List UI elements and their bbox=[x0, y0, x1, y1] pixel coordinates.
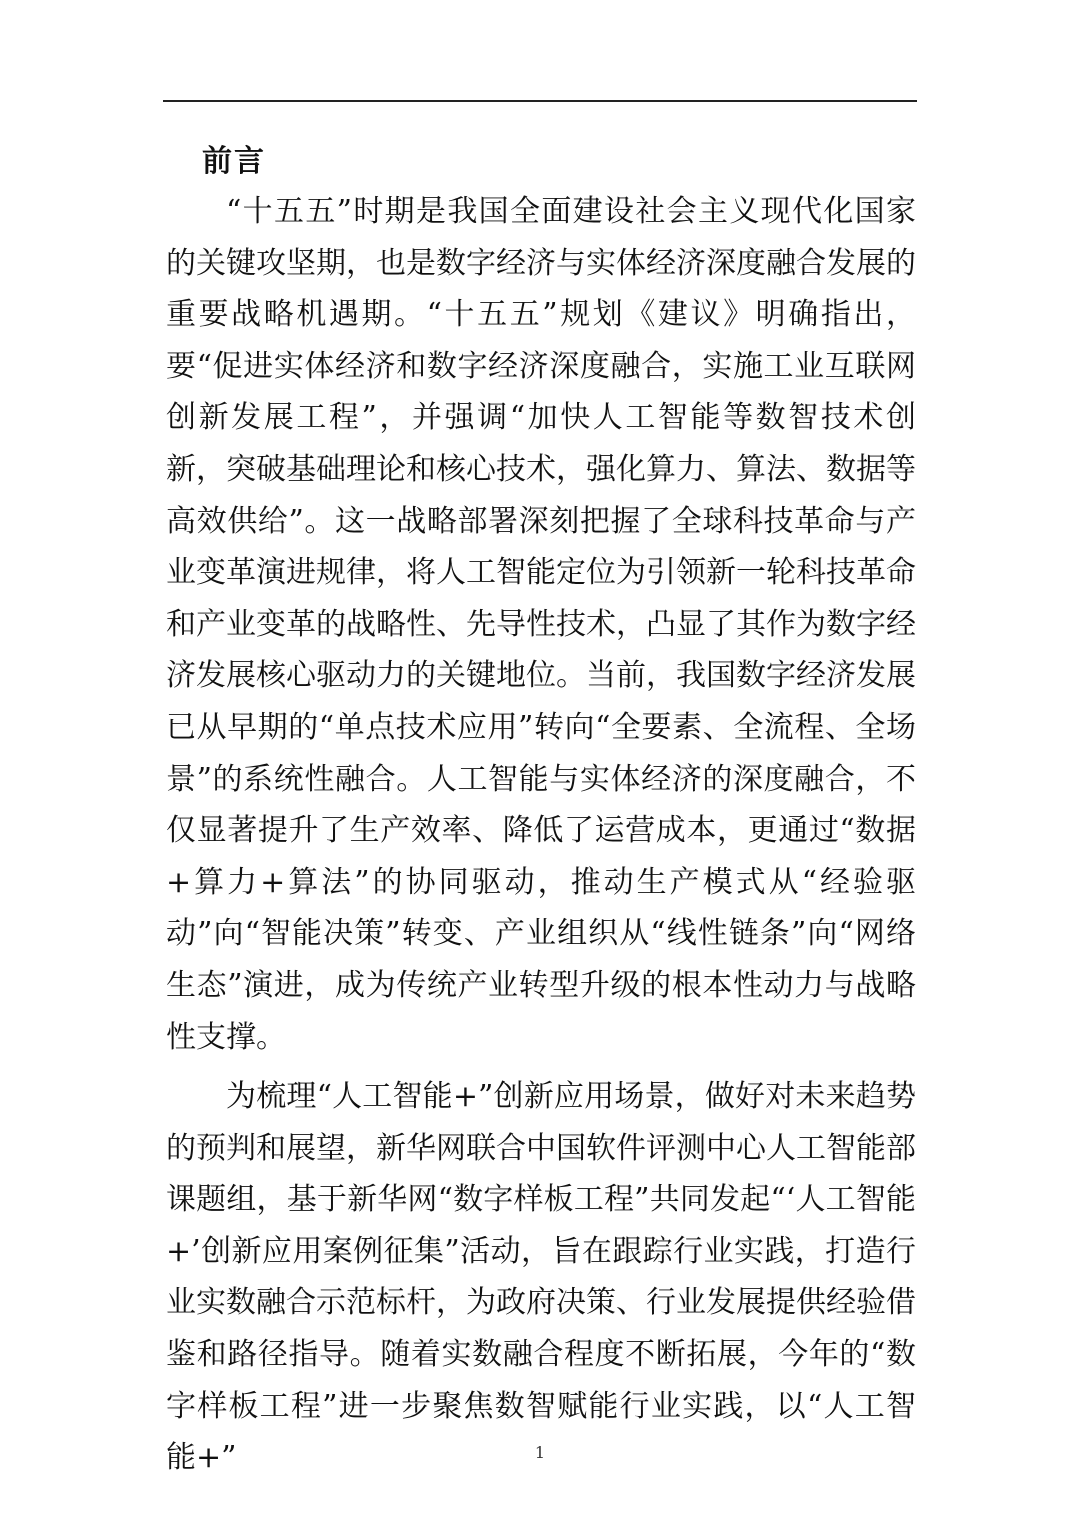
section-heading: 前言 bbox=[202, 144, 266, 179]
document-body bbox=[166, 138, 916, 1484]
paragraph-2: 为梳理“人工智能+”创新应用场景，做好对未来趋势的预判和展望，新华网联合中国软件评测中心人工智能部课题组，基于新华网“数字样板工程”共同发起“‘人工智能+’创新应用案例征集”活动，旨在跟踪行业实践，打造行业实数融合示范标杆，为政府决策、行业发展提供经验借鉴和路径指导。随着实数融合程度不断拓展，今年的“数字样板工程”进一步聚焦数智赋能行业实践，以“人工智能+” bbox=[166, 1079, 916, 1476]
page-number: 1 bbox=[534, 1443, 546, 1462]
header-rule bbox=[163, 100, 917, 102]
paragraph-1: “十五五”时期是我国全面建设社会主义现代化国家的关键攻坚期，也是数字经济与实体经济深度融合发展的重要战略机遇期。“十五五”规划《建议》明确指出，要“促进实体经济和数字经济深度融合，实施工业互联网创新发展工程”，并强调“加快人工智能等数智技术创新，突破基础理论和核心技术，强化算力、算法、数据等高效供给”。这一战略部署深刻把握了全球科技革命与产业变革演进规律，将人工智能定位为引领新一轮科技革命和产业变革的战略性、先导性技术，凸显了其作为数字经济发展核心驱动力的关键地位。当前，我国数字经济发展已从早期的“单点技术应用”转向“全要素、全流程、全场景”的系统性融合。人工智能与实体经济的深度融合，不仅显著提升了生产效率、降低了运营成本，更通过“数据+算力+算法”的协同驱动，推动生产模式从“经验驱动”向“智能决策”转变、产业组织从“线性链条”向“网络生态”演进，成为传统产业转型升级的根本性动力与战略性支撑。 bbox=[166, 194, 916, 1055]
